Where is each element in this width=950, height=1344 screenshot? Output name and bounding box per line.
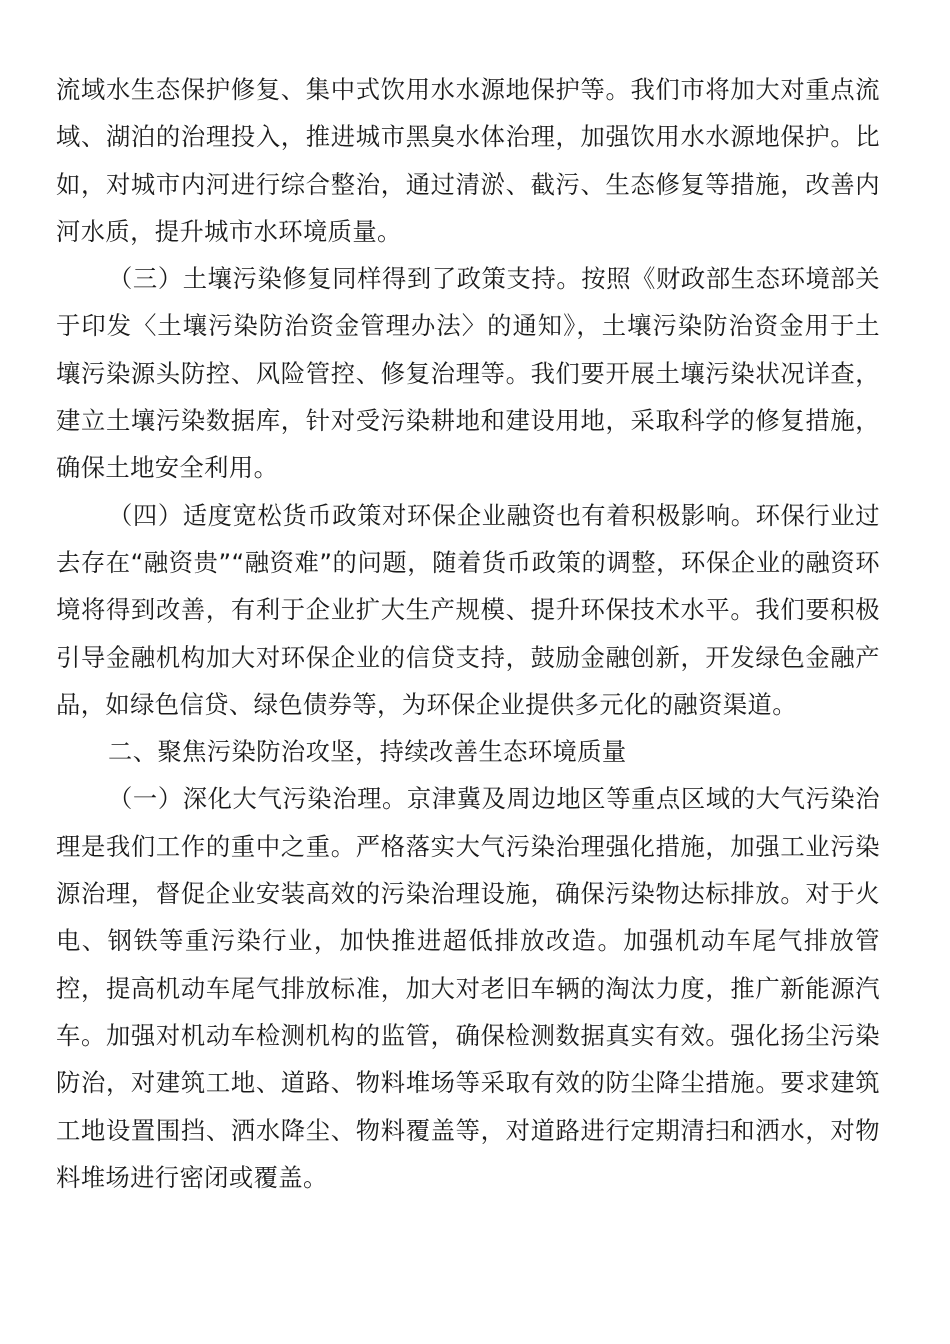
paragraph-continuation: 流域水生态保护修复、集中式饮用水水源地保护等。我们市将加大对重点流域、湖泊的治理投入，推进城市黑臭水体治理，加强饮用水水源地保护。比如，对城市内河进行综合整治，通过清淤、截污、生态修复等措施，改善内河水质，提升城市水环境质量。: [56, 75, 880, 246]
paragraph-air-pollution: （一）深化大气污染治理。京津冀及周边地区等重点区域的大气污染治理是我们工作的重中之重。严格落实大气污染治理强化措施，加强工业污染源治理，督促企业安装高效的污染治理设施，确保污染物达标排放。对于火电、钢铁等重污染行业，加快推进超低排放改造。加强机动车尾气排放管控，提高机动车尾气排放标准，加大对老旧车辆的淘汰力度，推广新能源汽车。加强对机动车检测机构的监管，确保检测数据真实有效。强化扬尘污染防治，对建筑工地、道路、物料堆场等采取有效的防尘降尘措施。要求建筑工地设置围挡、洒水降尘、物料覆盖等，对道路进行定期清扫和洒水，对物料堆场进行密闭或覆盖。: [56, 784, 880, 1192]
document-page: [56, 66, 880, 1201]
paragraph-monetary-policy: （四）适度宽松货币政策对环保企业融资也有着积极影响。环保行业过去存在“融资贵”“融资难”的问题，随着货币政策的调整，环保企业的融资环境将得到改善，有利于企业扩大生产规模、提升环保技术水平。我们要积极引导金融机构加大对环保企业的信贷支持，鼓励金融创新，开发绿色金融产品，如绿色信贷、绿色债券等，为环保企业提供多元化的融资渠道。: [56, 500, 880, 719]
section-heading: 二、聚焦污染防治攻坚，持续改善生态环境质量: [108, 737, 627, 767]
paragraph-soil-remediation: （三）土壤污染修复同样得到了政策支持。按照《财政部生态环境部关于印发〈土壤污染防治资金管理办法〉的通知》，土壤污染防治资金用于土壤污染源头防控、风险管控、修复治理等。我们要开展土壤污染状况详查，建立土壤污染数据库，针对受污染耕地和建设用地，采取科学的修复措施，确保土地安全利用。: [56, 264, 880, 483]
